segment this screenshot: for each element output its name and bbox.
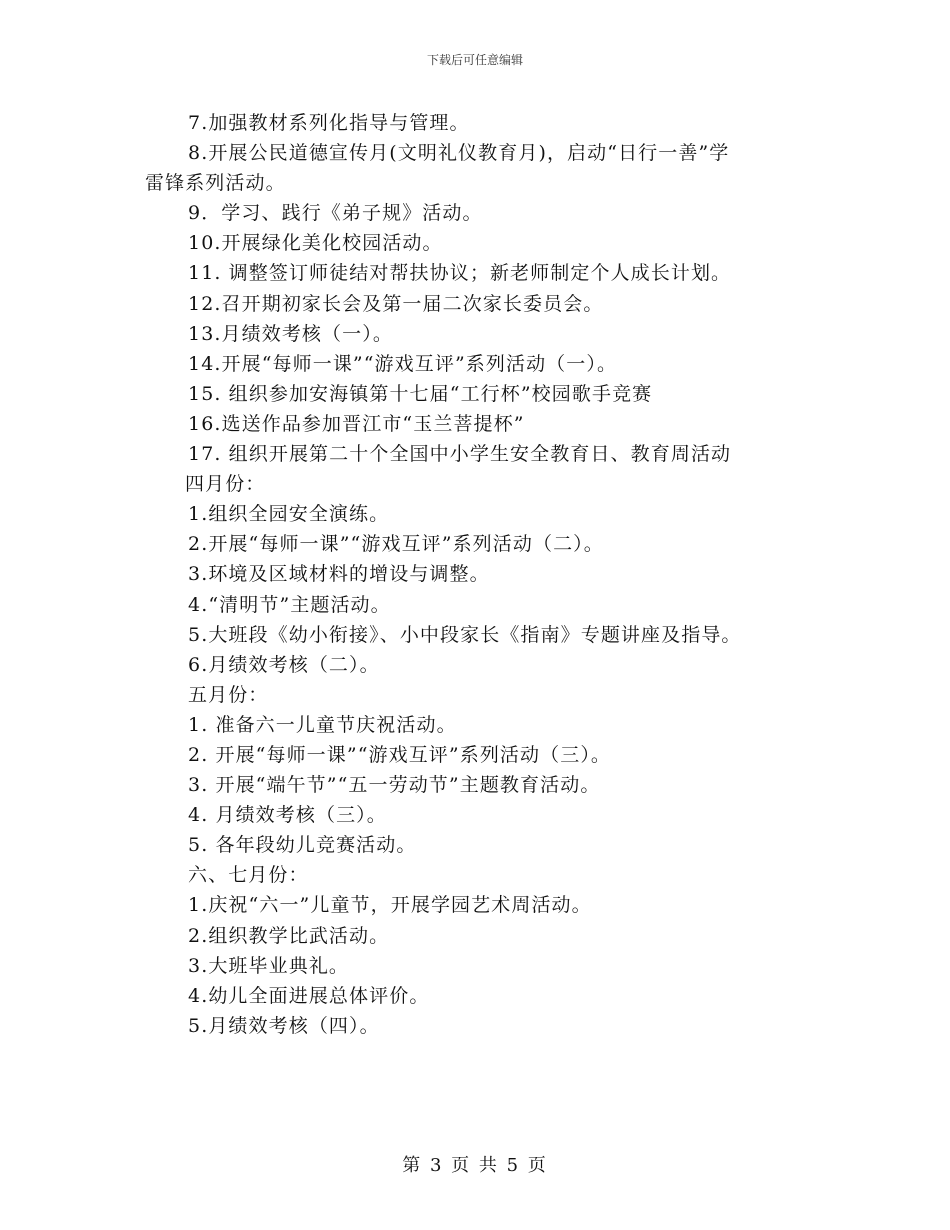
section-heading-may: 五月份：: [188, 683, 269, 706]
list-item: 11. 调整签订师徒结对帮扶协议；新老师制定个人成长计划。: [188, 262, 732, 285]
list-item: 1. 准备六一儿童节庆祝活动。: [188, 713, 457, 736]
list-item: 14.开展“每师一课”“游戏互评”系列活动（一）。: [188, 352, 618, 375]
list-item: 5. 各年段幼儿竞赛活动。: [188, 834, 417, 857]
list-item: 2.开展“每师一课”“游戏互评”系列活动（二）。: [188, 533, 604, 556]
list-item-continuation: 雷锋系列活动。: [145, 172, 286, 195]
list-item: 5.大班段《幼小衔接》、小中段家长《指南》专题讲座及指导。: [188, 623, 742, 646]
list-item: 16.选送作品参加晋江市“玉兰菩提杯”: [188, 412, 525, 435]
list-item: 4.幼儿全面进展总体评价。: [188, 984, 430, 1007]
list-item: 17. 组织开展第二十个全国中小学生安全教育日、教育周活动: [188, 443, 732, 466]
list-item: 4. 月绩效考核（三）。: [188, 804, 387, 827]
list-item: 3.环境及区域材料的增设与调整。: [188, 563, 490, 586]
page-header: 下载后可任意编辑: [426, 53, 523, 67]
section-heading-april: 四月份：: [185, 473, 266, 496]
list-item: 6.月绩效考核（二）。: [188, 653, 380, 676]
document-body: [145, 108, 815, 1041]
list-item: 13.月绩效考核（一）。: [188, 322, 393, 345]
list-item: 5.月绩效考核（四）。: [188, 1014, 380, 1037]
list-item: 1.庆祝“六一”儿童节，开展学园艺术周活动。: [188, 894, 592, 917]
list-item: 3. 开展“端午节”“五一劳动节”主题教育活动。: [188, 774, 601, 797]
section-heading-june-july: 六、七月份：: [188, 864, 309, 887]
list-item: 2. 开展“每师一课”“游戏互评”系列活动（三）。: [188, 743, 612, 766]
list-item: 10.开展绿化美化校园活动。: [188, 232, 443, 255]
list-item: 9．学习、践行《弟子规》活动。: [188, 202, 483, 225]
list-item: 1.组织全园安全演练。: [188, 503, 390, 526]
list-item: 8.开展公民道德宣传月(文明礼仪教育月)，启动“日行一善”学: [188, 142, 730, 165]
list-item: 12.召开期初家长会及第一届二次家长委员会。: [188, 292, 604, 315]
list-item: 4.“清明节”主题活动。: [188, 593, 391, 616]
page-number: 第 3 页 共 5 页: [402, 1155, 548, 1176]
list-item: 7.加强教材系列化指导与管理。: [188, 112, 470, 134]
list-item: 15. 组织参加安海镇第十七届“工行杯”校园歌手竞赛: [188, 382, 653, 405]
list-item: 2.组织教学比武活动。: [188, 924, 390, 947]
list-item: 3.大班毕业典礼。: [188, 954, 350, 977]
